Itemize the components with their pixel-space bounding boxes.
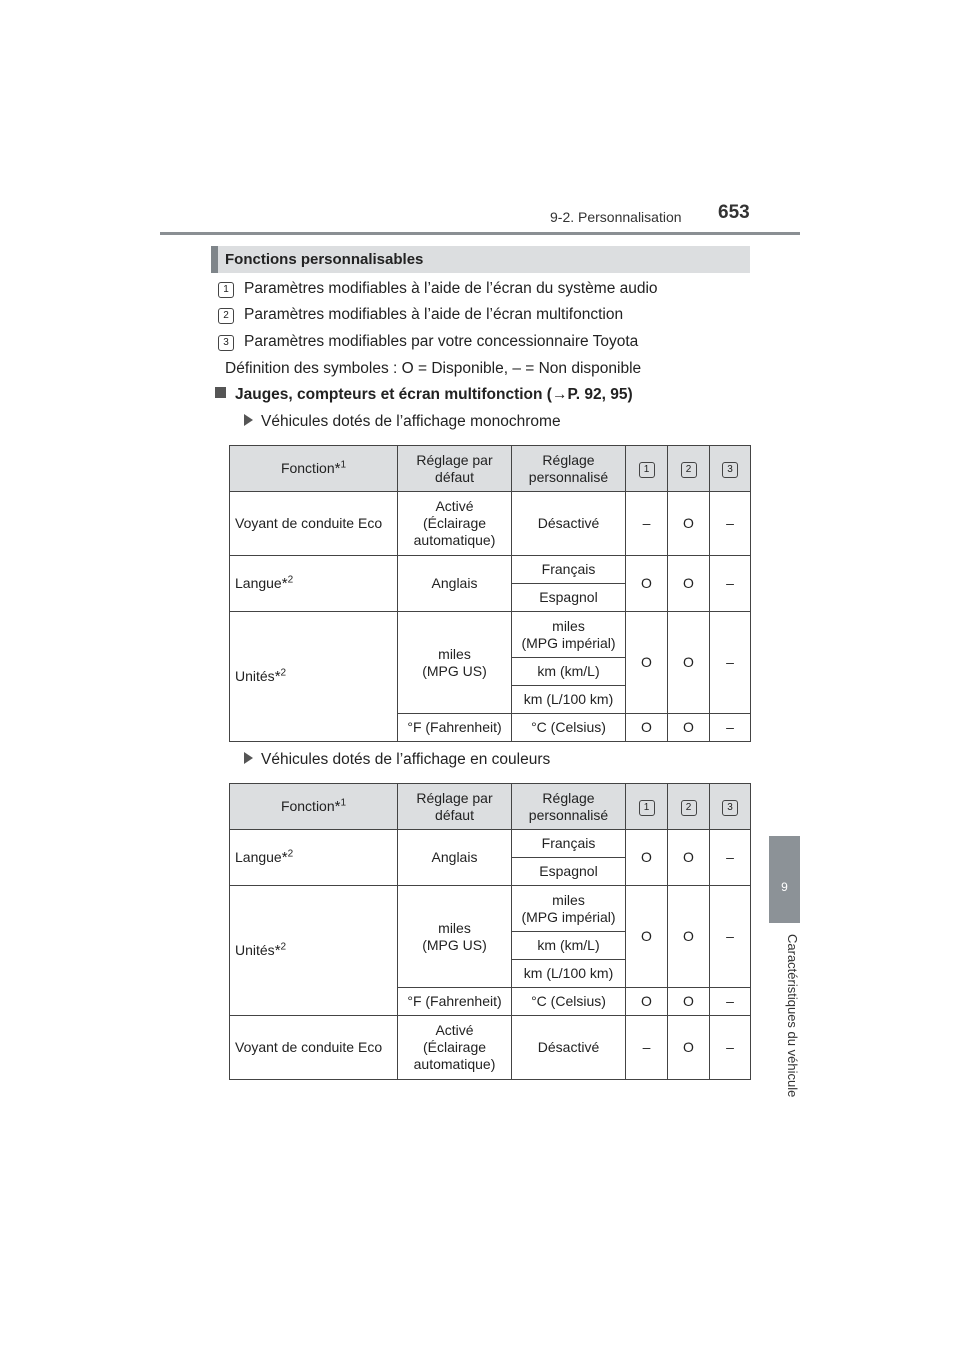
- table-header-row: [230, 446, 751, 492]
- chapter-tab-number: 9: [781, 880, 788, 894]
- table-caption-mono: Véhicules dotés de l’affichage monochrome: [244, 413, 561, 431]
- page-number: 653: [718, 202, 750, 223]
- table-row: Voyant de conduite Eco Activé (Éclairage automatique) Désactivé – O –: [230, 1016, 751, 1080]
- symbols-definition: Définition des symboles : O = Disponible, – = Non disponible: [225, 360, 642, 377]
- table-row: Unités*$^2$ miles (MPG US) miles (MPG impérial) O O –: [230, 612, 751, 658]
- col-header-default: Réglage par défaut: [398, 784, 512, 830]
- table-monochrome: [229, 445, 751, 742]
- col-header-custom: Réglage personnalisé: [512, 446, 626, 492]
- header-section-title: 9-2. Personnalisation: [550, 209, 682, 225]
- table-color: [229, 783, 751, 1080]
- table-row: km (km/L): [230, 658, 751, 686]
- triangle-bullet-icon: [244, 752, 253, 764]
- legend-number-badge: 3: [218, 335, 234, 351]
- sub-heading: [215, 386, 633, 404]
- triangle-bullet-icon: [244, 414, 253, 426]
- table-row: km (L/100 km): [230, 686, 751, 714]
- table-header-row: [230, 784, 751, 830]
- chapter-tab-label: Caractéristiques du véhicule: [785, 934, 800, 1098]
- legend-item: [218, 333, 638, 351]
- col-header-2: 2: [668, 784, 710, 830]
- table-row: Langue*$^2$ Anglais Français O O –: [230, 830, 751, 858]
- legend-number-badge: 1: [218, 282, 234, 298]
- legend-text: Paramètres modifiables à l’aide de l’écran multifonction: [244, 306, 624, 323]
- table-row: km (L/100 km): [230, 960, 751, 988]
- square-bullet-icon: [215, 387, 226, 398]
- col-header-function: Fonction*$^1$: [230, 784, 398, 830]
- header-divider: [160, 232, 800, 235]
- table-row: Voyant de conduite Eco Activé (Éclairage automatique) Désactivé – O –: [230, 492, 751, 556]
- col-header-function: Fonction*$^1$: [230, 446, 398, 492]
- sub-heading-text: Jauges, compteurs et écran multifonction (→P. 92, 95): [235, 386, 633, 403]
- table-row: Espagnol: [230, 858, 751, 886]
- legend-text: Paramètres modifiables à l’aide de l’écran du système audio: [244, 280, 658, 297]
- table-row: Espagnol: [230, 584, 751, 612]
- table-row: Unités*$^2$ miles (MPG US) miles (MPG impérial) O O –: [230, 886, 751, 932]
- col-header-custom: Réglage personnalisé: [512, 784, 626, 830]
- legend-item: [218, 306, 623, 324]
- col-header-1: 1: [626, 446, 668, 492]
- col-header-3: 3: [710, 446, 751, 492]
- legend-item: [218, 280, 658, 298]
- table-row: °F (Fahrenheit) °C (Celsius) O O –: [230, 988, 751, 1016]
- table-row: °F (Fahrenheit) °C (Celsius) O O –: [230, 714, 751, 742]
- table-row: Langue*$^2$ Anglais Français O O –: [230, 556, 751, 584]
- section-title: Fonctions personnalisables: [225, 251, 424, 268]
- legend-text: Paramètres modifiables par votre concessionnaire Toyota: [244, 333, 639, 350]
- table-row: km (km/L): [230, 932, 751, 960]
- legend-number-badge: 2: [218, 308, 234, 324]
- col-header-1: 1: [626, 784, 668, 830]
- col-header-2: 2: [668, 446, 710, 492]
- col-header-default: Réglage par défaut: [398, 446, 512, 492]
- col-header-3: 3: [710, 784, 751, 830]
- table-caption-color: Véhicules dotés de l’affichage en couleurs: [244, 751, 550, 769]
